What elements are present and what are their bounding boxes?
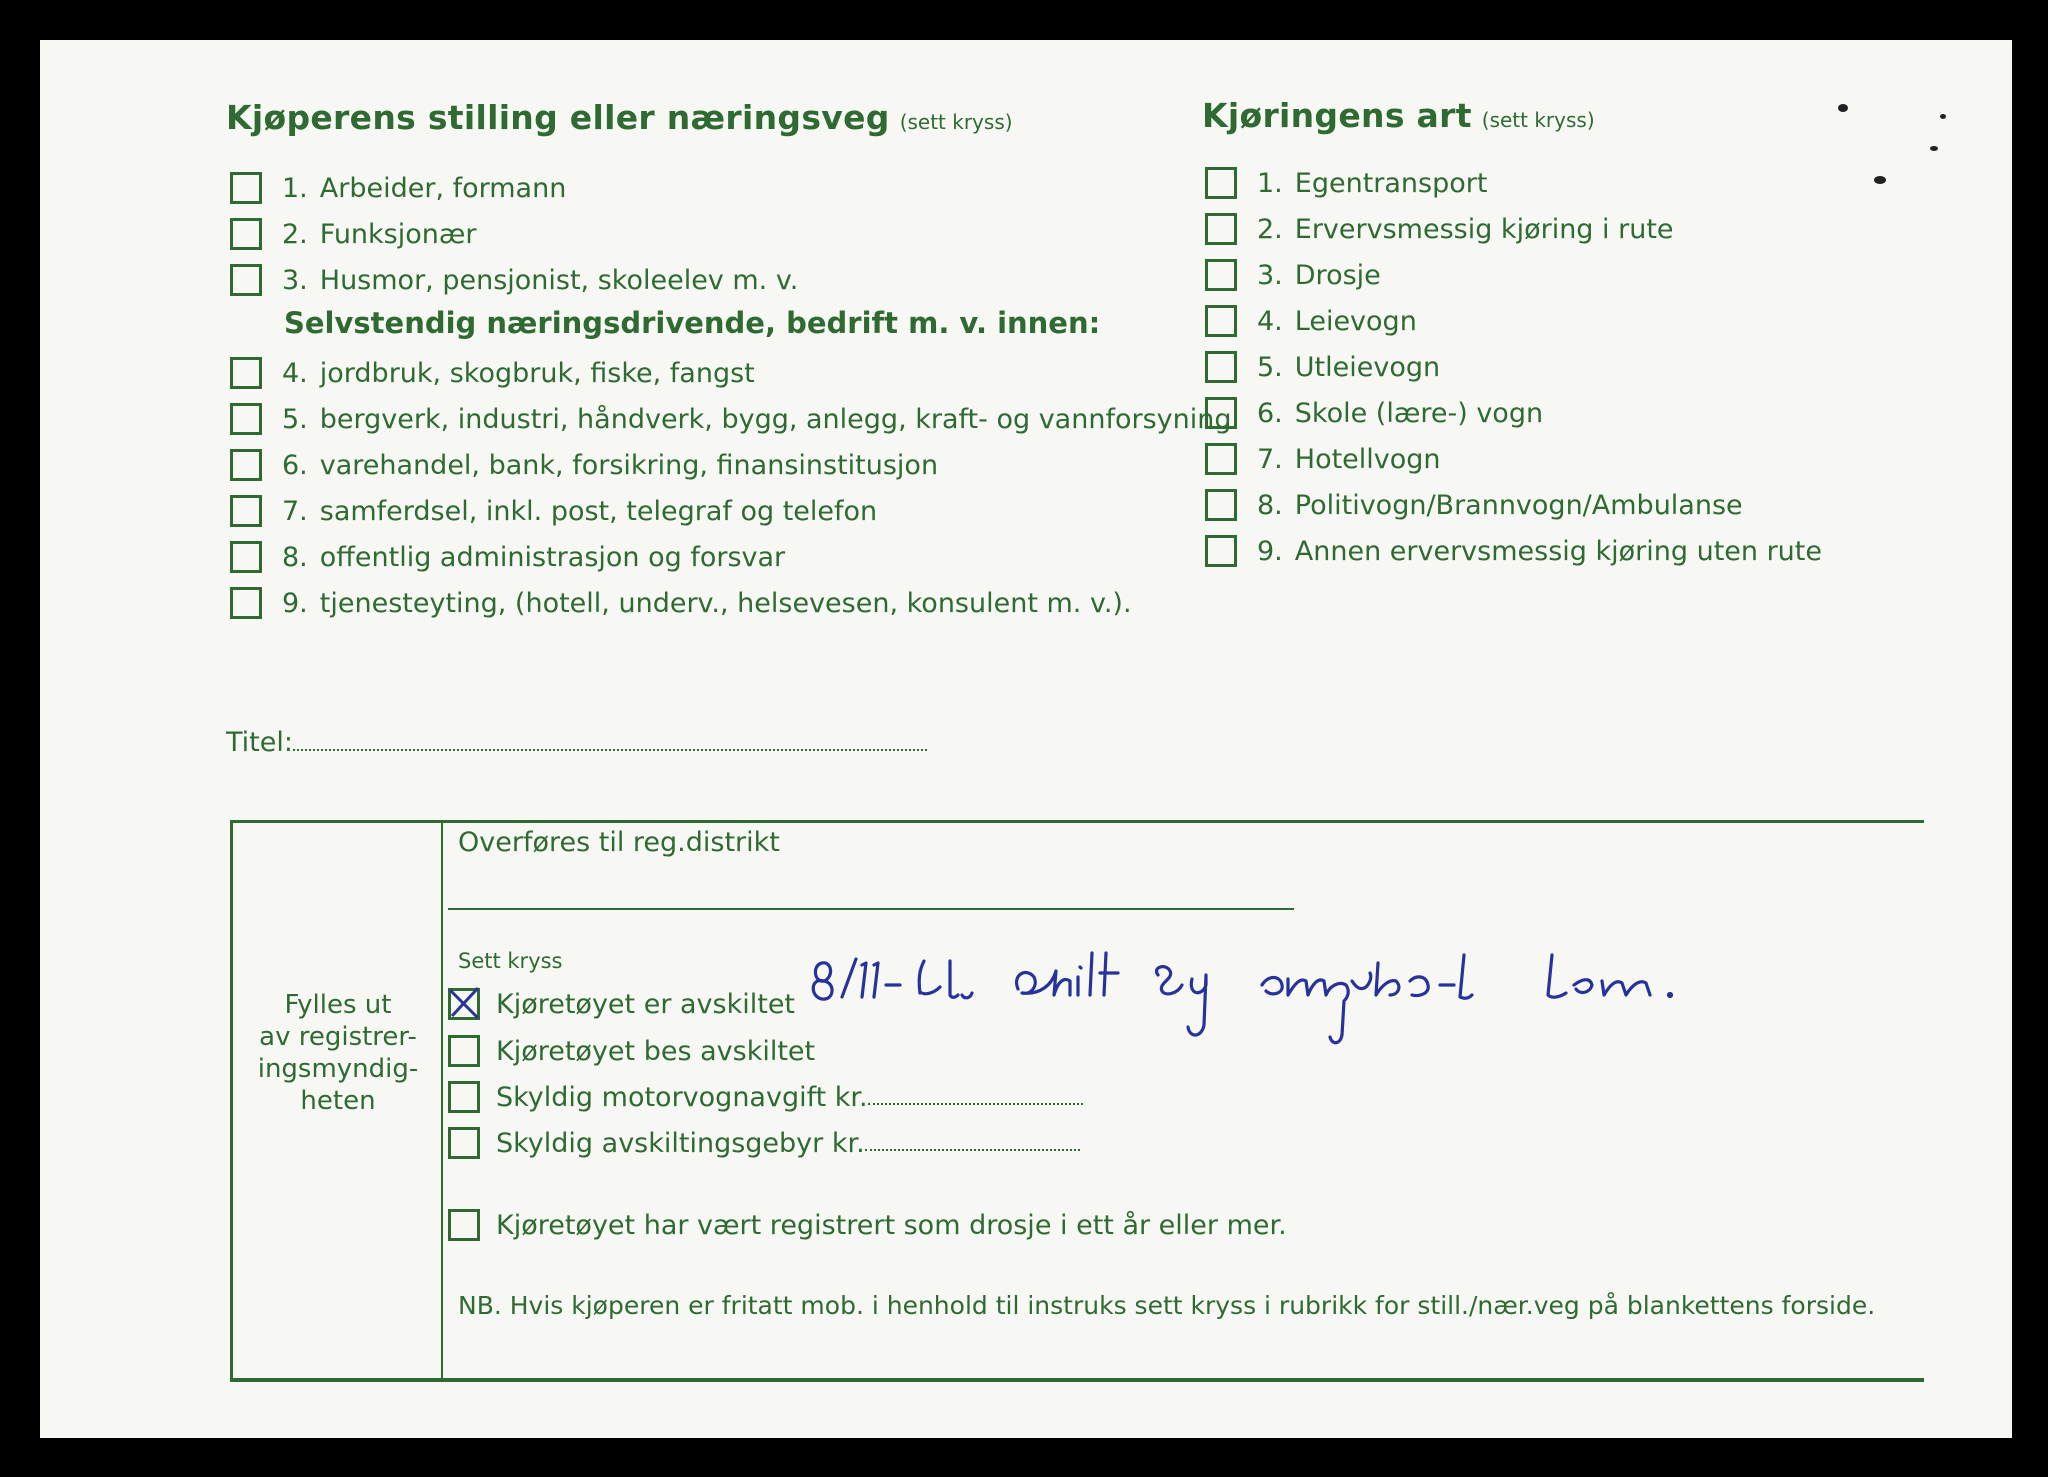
buyer-occupation-title: Kjøperens stilling eller næringsveg <box>226 98 890 137</box>
option-label: offentlig administrasjon og forsvar <box>319 541 786 573</box>
option-label: Hotellvogn <box>1294 443 1441 475</box>
driving-option-8[interactable] <box>1205 489 1743 521</box>
option-number: 3. <box>1257 259 1283 291</box>
driving-option-2[interactable] <box>1205 213 1674 245</box>
scan-smudge <box>1838 104 1848 112</box>
driving-option-7[interactable] <box>1205 443 1441 475</box>
option-label: Skyldig avskiltingsgebyr kr. <box>496 1127 865 1159</box>
transfer-label: Overføres til reg.distrikt <box>458 827 780 858</box>
side-label <box>238 989 438 1117</box>
checkbox[interactable] <box>448 1081 480 1113</box>
option-label: Skyldig motorvognavgift kr. <box>496 1081 868 1113</box>
option-label: Leievogn <box>1294 305 1417 337</box>
checkbox[interactable] <box>230 172 262 204</box>
occupation-option-4[interactable] <box>230 357 755 389</box>
option-label: bergverk, industri, håndverk, bygg, anlegg, kraft- og vannforsyning <box>319 403 1232 435</box>
option-label: Arbeider, formann <box>319 172 567 204</box>
deregistered-option[interactable] <box>448 988 795 1020</box>
box-top-border <box>230 820 1924 823</box>
check-cross-icon <box>448 986 482 1020</box>
option-number: 2. <box>1257 213 1283 245</box>
occupation-option-5[interactable] <box>230 403 1231 435</box>
scan-smudge <box>1874 176 1886 184</box>
title-field[interactable] <box>226 727 927 758</box>
checkbox[interactable] <box>1205 489 1237 521</box>
checkbox[interactable] <box>230 449 262 481</box>
option-number: 7. <box>282 495 308 527</box>
request-deregister-option[interactable] <box>448 1035 815 1067</box>
self-employed-subheading: Selvstendig næringsdrivende, bedrift m. v. innen: <box>284 306 1101 340</box>
option-label: Kjøretøyet bes avskiltet <box>496 1035 816 1067</box>
option-number: 5. <box>282 403 308 435</box>
box-divider <box>441 820 443 1380</box>
checkbox[interactable] <box>230 218 262 250</box>
checkbox[interactable] <box>448 1035 480 1067</box>
driving-type-note: (sett kryss) <box>1481 108 1595 132</box>
checkbox[interactable] <box>230 403 262 435</box>
checkbox[interactable] <box>1205 351 1237 383</box>
option-label: Ervervsmessig kjøring i rute <box>1294 213 1674 245</box>
driving-option-5[interactable] <box>1205 351 1440 383</box>
option-number: 6. <box>282 449 308 481</box>
checkbox[interactable] <box>448 1127 480 1159</box>
transfer-line[interactable] <box>448 908 1294 910</box>
title-label: Titel: <box>226 727 293 758</box>
taxi-registered-option[interactable] <box>448 1209 1287 1241</box>
checkbox[interactable] <box>1205 167 1237 199</box>
option-number: 8. <box>1257 489 1283 521</box>
driving-option-6[interactable] <box>1205 397 1543 429</box>
box-bottom-border <box>230 1378 1924 1382</box>
checkbox[interactable] <box>230 264 262 296</box>
set-cross-label: Sett kryss <box>458 949 563 973</box>
handwritten-note <box>800 915 1760 1065</box>
occupation-option-2[interactable] <box>230 218 477 250</box>
driving-option-9[interactable] <box>1205 535 1822 567</box>
side-label-line: av registrer- <box>259 1022 417 1052</box>
option-number: 1. <box>282 172 308 204</box>
option-label: jordbruk, skogbruk, fiske, fangst <box>319 357 755 389</box>
checkbox-checked[interactable] <box>448 988 480 1020</box>
checkbox[interactable] <box>1205 443 1237 475</box>
option-label: Annen ervervsmessig kjøring uten rute <box>1294 535 1822 567</box>
title-dotted-line <box>293 729 927 751</box>
checkbox[interactable] <box>230 357 262 389</box>
side-label-line: Fylles ut <box>284 990 392 1020</box>
deregister-fee-option[interactable] <box>448 1127 1080 1159</box>
option-number: 4. <box>282 357 308 389</box>
option-label: varehandel, bank, forsikring, finansinstitusjon <box>319 449 939 481</box>
checkbox[interactable] <box>1205 305 1237 337</box>
option-label: Skole (lære-) vogn <box>1294 397 1544 429</box>
option-label: Kjøretøyet er avskiltet <box>496 988 796 1020</box>
side-label-line: ingsmyndig- <box>257 1054 419 1084</box>
checkbox[interactable] <box>1205 259 1237 291</box>
option-number: 1. <box>1257 167 1283 199</box>
occupation-option-8[interactable] <box>230 541 785 573</box>
buyer-occupation-note: (sett kryss) <box>899 110 1013 134</box>
driving-option-1[interactable] <box>1205 167 1487 199</box>
option-number: 7. <box>1257 443 1283 475</box>
occupation-option-3[interactable] <box>230 264 798 296</box>
option-number: 3. <box>282 264 308 296</box>
side-label-line: heten <box>300 1086 376 1116</box>
checkbox[interactable] <box>1205 535 1237 567</box>
occupation-option-7[interactable] <box>230 495 877 527</box>
driving-option-4[interactable] <box>1205 305 1417 337</box>
checkbox[interactable] <box>230 495 262 527</box>
driving-type-title: Kjøringens art <box>1202 96 1472 135</box>
option-number: 2. <box>282 218 308 250</box>
driving-option-3[interactable] <box>1205 259 1381 291</box>
vehicle-tax-option[interactable] <box>448 1081 1083 1113</box>
driving-type-heading <box>1202 96 1595 135</box>
scan-smudge <box>1930 146 1938 151</box>
checkbox[interactable] <box>448 1209 480 1241</box>
checkbox[interactable] <box>230 587 262 619</box>
option-number: 9. <box>1257 535 1283 567</box>
occupation-option-6[interactable] <box>230 449 938 481</box>
option-label: Drosje <box>1294 259 1381 291</box>
occupation-option-9[interactable] <box>230 587 1132 619</box>
checkbox[interactable] <box>230 541 262 573</box>
option-label: Politivogn/Brannvogn/Ambulanse <box>1294 489 1743 521</box>
buyer-occupation-heading <box>226 98 1013 137</box>
option-label: Kjøretøyet har vært registrert som drosje i ett år eller mer. <box>496 1209 1287 1241</box>
option-number: 4. <box>1257 305 1283 337</box>
checkbox[interactable] <box>1205 397 1237 429</box>
option-number: 5. <box>1257 351 1283 383</box>
option-label: Husmor, pensjonist, skoleelev m. v. <box>319 264 799 296</box>
option-label: Egentransport <box>1294 167 1488 199</box>
option-number: 9. <box>282 587 308 619</box>
checkbox[interactable] <box>1205 213 1237 245</box>
option-label: samferdsel, inkl. post, telegraf og telefon <box>319 495 878 527</box>
box-left-border <box>230 820 233 1382</box>
amount-dotted-line[interactable] <box>868 1089 1083 1105</box>
occupation-option-1[interactable] <box>230 172 566 204</box>
option-label: Utleievogn <box>1294 351 1441 383</box>
option-number: 6. <box>1257 397 1283 429</box>
amount-dotted-line[interactable] <box>865 1135 1080 1151</box>
scan-smudge <box>1940 114 1946 119</box>
option-number: 8. <box>282 541 308 573</box>
nb-note: NB. Hvis kjøperen er fritatt mob. i henhold til instruks sett kryss i rubrikk for still./nær.veg på blankettens forside. <box>458 1291 1876 1320</box>
option-label: Funksjonær <box>319 218 477 250</box>
option-label: tjenesteyting, (hotell, underv., helsevesen, konsulent m. v.). <box>319 587 1132 619</box>
